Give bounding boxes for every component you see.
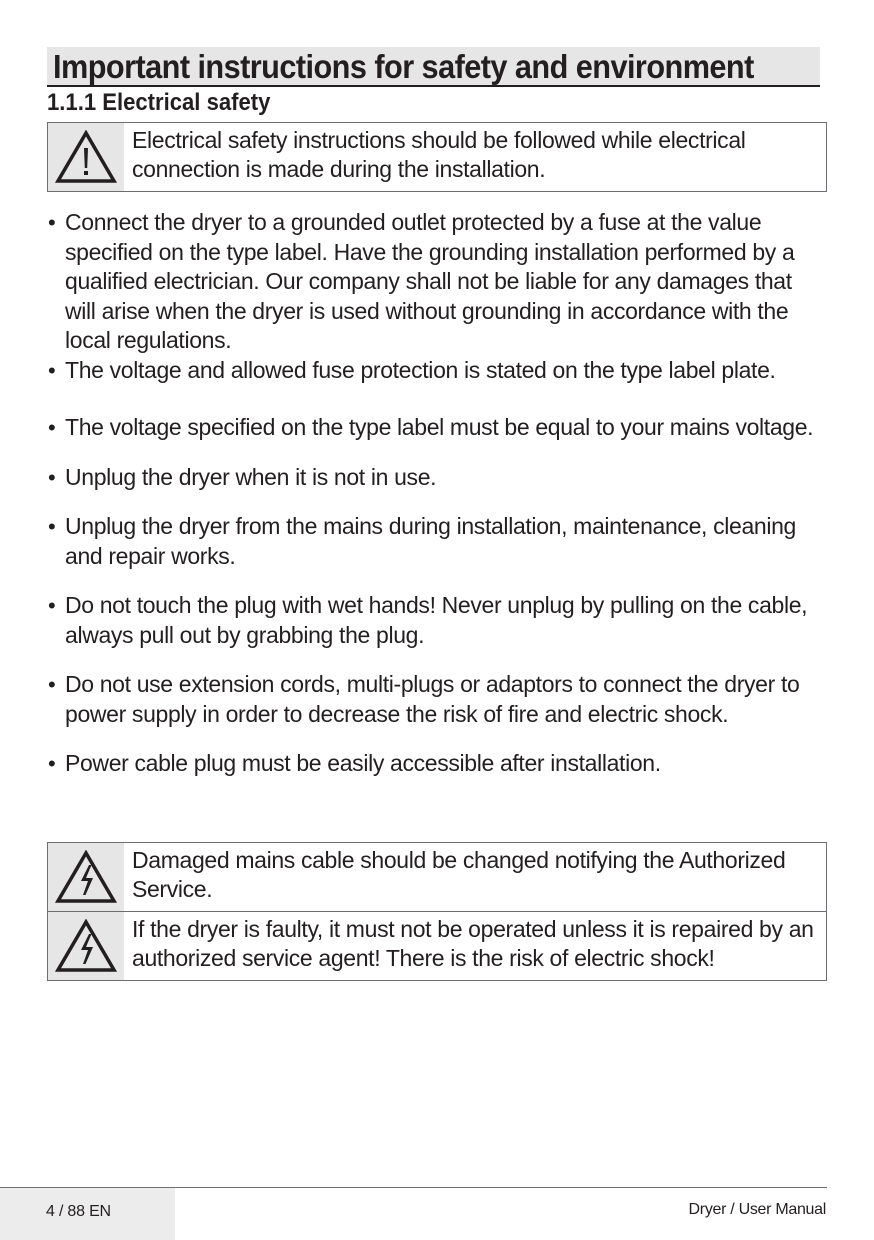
warning-note-text: Damaged mains cable should be changed notifying the Authorized Service. [132,847,786,902]
footer-document-title: Dryer / User Manual [688,1201,826,1218]
list-item: • Do not use extension cords, multi-plugs or adaptors to connect the dryer to power supply in order to decrease the risk of fire and electric shock. [48,671,800,727]
page-title-text: Important instructions for safety and environment [53,48,754,85]
list-item: • Power cable plug must be easily accessible after installation. [48,750,661,776]
footer-page-number: 4 / 88 EN [46,1203,111,1220]
list-item: • Unplug the dryer from the mains during installation, maintenance, cleaning and repair works. [48,513,796,569]
warning-exclamation-icon [55,130,117,184]
page-title [47,47,820,87]
top-warning-text: Electrical safety instructions should be followed while electrical connection is made during the installation. [132,127,746,182]
section-heading: 1.1.1 Electrical safety [47,89,271,116]
list-item: • Do not touch the plug with wet hands! Never unplug by pulling on the cable, always pull out by grabbing the plug. [48,592,808,648]
safety-bullet-list [47,208,827,779]
bottom-warning-notes [47,842,827,981]
list-item: • The voltage specified on the type label must be equal to your mains voltage. [48,414,814,440]
warning-note-row [48,843,826,911]
top-warning-note [47,122,827,192]
warning-note-row [48,911,826,980]
electric-shock-warning-icon [55,919,117,973]
electric-shock-warning-icon [55,850,117,904]
list-item: • The voltage and allowed fuse protection is stated on the type label plate. [48,356,776,383]
list-item: • Unplug the dryer when it is not in use. [48,463,437,490]
warning-note-text: If the dryer is faulty, it must not be operated unless it is repaired by an authorized service agent! There is the risk of electric shock! [132,916,814,971]
list-item: • Connect the dryer to a grounded outlet protected by a fuse at the value specified on the type label. Have the grounding installation performed by a qualified electrician. Our company shall not be liable for any damages that will arise when the dryer is used without grounding in accordance with the local regulations. [48,209,795,353]
